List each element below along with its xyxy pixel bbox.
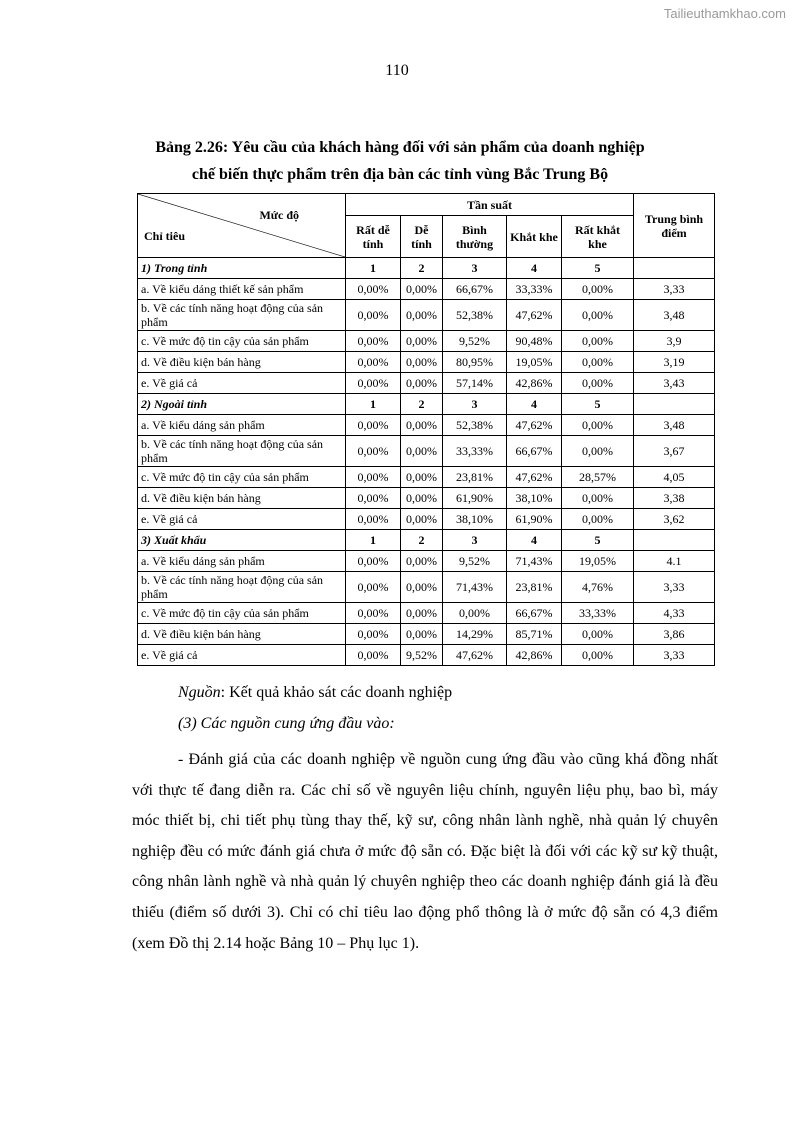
percent-cell: 71,43% bbox=[507, 551, 562, 572]
section-row bbox=[138, 394, 715, 415]
header-frequency: Tần suất bbox=[346, 194, 634, 216]
percent-cell: 0,00% bbox=[401, 624, 443, 645]
percent-cell: 0,00% bbox=[401, 467, 443, 488]
percent-cell: 38,10% bbox=[443, 509, 507, 530]
percent-cell: 0,00% bbox=[562, 352, 634, 373]
percent-cell: 0,00% bbox=[401, 572, 443, 603]
section-scale-cell: 5 bbox=[562, 530, 634, 551]
percent-cell: 19,05% bbox=[507, 352, 562, 373]
header-level-2: Dễ tính bbox=[401, 216, 443, 258]
percent-cell: 19,05% bbox=[562, 551, 634, 572]
source-label: Nguồn bbox=[178, 684, 221, 701]
header-level-3: Bình thường bbox=[443, 216, 507, 258]
percent-cell: 0,00% bbox=[562, 436, 634, 467]
percent-cell: 0,00% bbox=[401, 488, 443, 509]
section-scale-cell: 2 bbox=[401, 530, 443, 551]
percent-cell: 0,00% bbox=[346, 509, 401, 530]
average-cell: 3,33 bbox=[634, 279, 715, 300]
section-scale-cell: 2 bbox=[401, 394, 443, 415]
percent-cell: 33,33% bbox=[507, 279, 562, 300]
average-cell: 3,33 bbox=[634, 572, 715, 603]
percent-cell: 0,00% bbox=[346, 645, 401, 666]
average-cell: 4,05 bbox=[634, 467, 715, 488]
percent-cell: 0,00% bbox=[562, 331, 634, 352]
percent-cell: 0,00% bbox=[346, 603, 401, 624]
header-level-1: Rất dễ tính bbox=[346, 216, 401, 258]
section-scale-cell: 5 bbox=[562, 258, 634, 279]
criterion-label: e. Về giá cả bbox=[138, 645, 346, 666]
percent-cell: 9,52% bbox=[443, 551, 507, 572]
average-cell: 3,33 bbox=[634, 645, 715, 666]
subheading: (3) Các nguồn cung ứng đầu vào: bbox=[178, 715, 395, 732]
percent-cell: 0,00% bbox=[562, 488, 634, 509]
average-cell: 3,67 bbox=[634, 436, 715, 467]
percent-cell: 14,29% bbox=[443, 624, 507, 645]
section-label: 3) Xuất khẩu bbox=[138, 530, 346, 551]
percent-cell: 38,10% bbox=[507, 488, 562, 509]
percent-cell: 57,14% bbox=[443, 373, 507, 394]
section-row bbox=[138, 530, 715, 551]
percent-cell: 0,00% bbox=[562, 279, 634, 300]
percent-cell: 33,33% bbox=[443, 436, 507, 467]
diagonal-line bbox=[138, 194, 345, 257]
table-row bbox=[138, 467, 715, 488]
percent-cell: 23,81% bbox=[443, 467, 507, 488]
percent-cell: 0,00% bbox=[562, 415, 634, 436]
percent-cell: 0,00% bbox=[401, 300, 443, 331]
percent-cell: 71,43% bbox=[443, 572, 507, 603]
percent-cell: 42,86% bbox=[507, 373, 562, 394]
average-cell: 3,9 bbox=[634, 331, 715, 352]
table-row bbox=[138, 373, 715, 394]
section-empty-cell bbox=[634, 530, 715, 551]
percent-cell: 9,52% bbox=[401, 645, 443, 666]
source-text: : Kết quả khảo sát các doanh nghiệp bbox=[220, 684, 453, 701]
section-scale-cell: 3 bbox=[443, 258, 507, 279]
percent-cell: 0,00% bbox=[401, 415, 443, 436]
criterion-label: c. Về mức độ tin cậy của sản phẩm bbox=[138, 603, 346, 624]
criterion-label: e. Về giá cả bbox=[138, 373, 346, 394]
average-cell: 3,48 bbox=[634, 415, 715, 436]
percent-cell: 0,00% bbox=[346, 279, 401, 300]
section-scale-cell: 4 bbox=[507, 530, 562, 551]
section-scale-cell: 1 bbox=[346, 394, 401, 415]
average-cell: 4,33 bbox=[634, 603, 715, 624]
criterion-label: b. Về các tính năng hoạt động của sản phẩm bbox=[138, 572, 346, 603]
percent-cell: 0,00% bbox=[346, 352, 401, 373]
table-row bbox=[138, 509, 715, 530]
section-row bbox=[138, 258, 715, 279]
percent-cell: 0,00% bbox=[443, 603, 507, 624]
section-scale-cell: 4 bbox=[507, 258, 562, 279]
section-scale-cell: 1 bbox=[346, 530, 401, 551]
section-scale-cell: 4 bbox=[507, 394, 562, 415]
percent-cell: 0,00% bbox=[401, 373, 443, 394]
criterion-label: d. Về điều kiện bán hàng bbox=[138, 488, 346, 509]
paragraph: - Đánh giá của các doanh nghiệp về nguồn cung ứng đầu vào cũng khá đồng nhất với thực tế đang diễn ra. Các chỉ số về nguyên liệu chính, nguyên liệu phụ, bao bì, máy móc thiết bị, chi tiết phụ tùng thay thế, kỹ sư, công nhân lành nghề, nhà quản lý chuyên nghiệp đều có mức đánh giá chưa ở mức độ sẵn có. Đặc biệt là đối với các kỹ sư kỹ thuật, công nhân lành nghề và nhà quản lý chuyên nghiệp theo các doanh nghiệp đánh giá là đều thiếu (điểm số dưới 3). Chỉ có chỉ tiêu lao động phổ thông là ở mức độ sẵn có 4,3 điểm (xem Đồ thị 2.14 hoặc Bảng 10 – Phụ lục 1). bbox=[132, 751, 718, 952]
percent-cell: 80,95% bbox=[443, 352, 507, 373]
percent-cell: 66,67% bbox=[507, 436, 562, 467]
criterion-label: d. Về điều kiện bán hàng bbox=[138, 352, 346, 373]
percent-cell: 47,62% bbox=[507, 467, 562, 488]
table-row bbox=[138, 300, 715, 331]
percent-cell: 0,00% bbox=[346, 467, 401, 488]
table-row bbox=[138, 624, 715, 645]
section-empty-cell bbox=[634, 258, 715, 279]
percent-cell: 52,38% bbox=[443, 415, 507, 436]
average-cell: 3,62 bbox=[634, 509, 715, 530]
section-scale-cell: 3 bbox=[443, 530, 507, 551]
page-number: 110 bbox=[385, 62, 409, 79]
percent-cell: 0,00% bbox=[346, 488, 401, 509]
source-note bbox=[178, 684, 764, 702]
section-scale-cell: 3 bbox=[443, 394, 507, 415]
percent-cell: 23,81% bbox=[507, 572, 562, 603]
table-row bbox=[138, 551, 715, 572]
percent-cell: 52,38% bbox=[443, 300, 507, 331]
table-body bbox=[138, 258, 715, 666]
diagonal-header-cell bbox=[138, 194, 346, 258]
percent-cell: 61,90% bbox=[507, 509, 562, 530]
table-row bbox=[138, 488, 715, 509]
watermark: Tailieuthamkhao.com bbox=[663, 6, 786, 21]
survey-table bbox=[137, 193, 715, 666]
table-row bbox=[138, 331, 715, 352]
percent-cell: 0,00% bbox=[346, 572, 401, 603]
percent-cell: 28,57% bbox=[562, 467, 634, 488]
percent-cell: 0,00% bbox=[346, 373, 401, 394]
percent-cell: 0,00% bbox=[346, 624, 401, 645]
header-muc-do: Mức độ bbox=[259, 208, 299, 222]
section-scale-cell: 2 bbox=[401, 258, 443, 279]
criterion-label: a. Về kiểu dáng sản phẩm bbox=[138, 415, 346, 436]
section-empty-cell bbox=[634, 394, 715, 415]
average-cell: 3,38 bbox=[634, 488, 715, 509]
percent-cell: 61,90% bbox=[443, 488, 507, 509]
percent-cell: 0,00% bbox=[346, 436, 401, 467]
percent-cell: 47,62% bbox=[507, 300, 562, 331]
percent-cell: 33,33% bbox=[562, 603, 634, 624]
table-row bbox=[138, 352, 715, 373]
criterion-label: e. Về giá cả bbox=[138, 509, 346, 530]
header-level-4: Khắt khe bbox=[507, 216, 562, 258]
section-label: 1) Trong tỉnh bbox=[138, 258, 346, 279]
percent-cell: 90,48% bbox=[507, 331, 562, 352]
percent-cell: 0,00% bbox=[562, 373, 634, 394]
percent-cell: 0,00% bbox=[401, 551, 443, 572]
average-cell: 3,19 bbox=[634, 352, 715, 373]
percent-cell: 0,00% bbox=[401, 352, 443, 373]
percent-cell: 0,00% bbox=[401, 279, 443, 300]
percent-cell: 0,00% bbox=[346, 551, 401, 572]
average-cell: 3,48 bbox=[634, 300, 715, 331]
header-average: Trung bình điểm bbox=[634, 194, 715, 258]
percent-cell: 0,00% bbox=[562, 624, 634, 645]
average-cell: 4.1 bbox=[634, 551, 715, 572]
criterion-label: b. Về các tính năng hoạt động của sản phẩm bbox=[138, 436, 346, 467]
percent-cell: 66,67% bbox=[507, 603, 562, 624]
criterion-label: a. Về kiểu dáng thiết kế sản phẩm bbox=[138, 279, 346, 300]
percent-cell: 0,00% bbox=[562, 509, 634, 530]
table-row bbox=[138, 415, 715, 436]
section-label: 2) Ngoài tỉnh bbox=[138, 394, 346, 415]
percent-cell: 47,62% bbox=[443, 645, 507, 666]
percent-cell: 42,86% bbox=[507, 645, 562, 666]
table-title bbox=[100, 134, 700, 188]
table-title-line-1: Bảng 2.26: Yêu cầu của khách hàng đối với sản phẩm của doanh nghiệp bbox=[155, 139, 645, 156]
average-cell: 3,86 bbox=[634, 624, 715, 645]
table-row bbox=[138, 436, 715, 467]
percent-cell: 0,00% bbox=[346, 300, 401, 331]
average-cell: 3,43 bbox=[634, 373, 715, 394]
section-scale-cell: 1 bbox=[346, 258, 401, 279]
criterion-label: d. Về điều kiện bán hàng bbox=[138, 624, 346, 645]
header-chi-tieu: Chỉ tiêu bbox=[144, 229, 186, 243]
percent-cell: 9,52% bbox=[443, 331, 507, 352]
criterion-label: c. Về mức độ tin cậy của sản phẩm bbox=[138, 331, 346, 352]
table-row bbox=[138, 645, 715, 666]
percent-cell: 0,00% bbox=[401, 436, 443, 467]
percent-cell: 0,00% bbox=[346, 331, 401, 352]
table-row bbox=[138, 279, 715, 300]
percent-cell: 85,71% bbox=[507, 624, 562, 645]
percent-cell: 0,00% bbox=[562, 300, 634, 331]
table-row bbox=[138, 603, 715, 624]
percent-cell: 4,76% bbox=[562, 572, 634, 603]
table-title-line-2: chế biến thực phẩm trên địa bàn các tỉnh vùng Bắc Trung Bộ bbox=[191, 166, 609, 183]
percent-cell: 47,62% bbox=[507, 415, 562, 436]
percent-cell: 0,00% bbox=[401, 331, 443, 352]
criterion-label: a. Về kiểu dáng sản phẩm bbox=[138, 551, 346, 572]
header-level-5: Rất khắt khe bbox=[562, 216, 634, 258]
percent-cell: 0,00% bbox=[346, 415, 401, 436]
percent-cell: 0,00% bbox=[401, 509, 443, 530]
criterion-label: c. Về mức độ tin cậy của sản phẩm bbox=[138, 467, 346, 488]
percent-cell: 0,00% bbox=[401, 603, 443, 624]
table-row bbox=[138, 572, 715, 603]
section-scale-cell: 5 bbox=[562, 394, 634, 415]
percent-cell: 0,00% bbox=[562, 645, 634, 666]
criterion-label: b. Về các tính năng hoạt động của sản phẩm bbox=[138, 300, 346, 331]
percent-cell: 66,67% bbox=[443, 279, 507, 300]
